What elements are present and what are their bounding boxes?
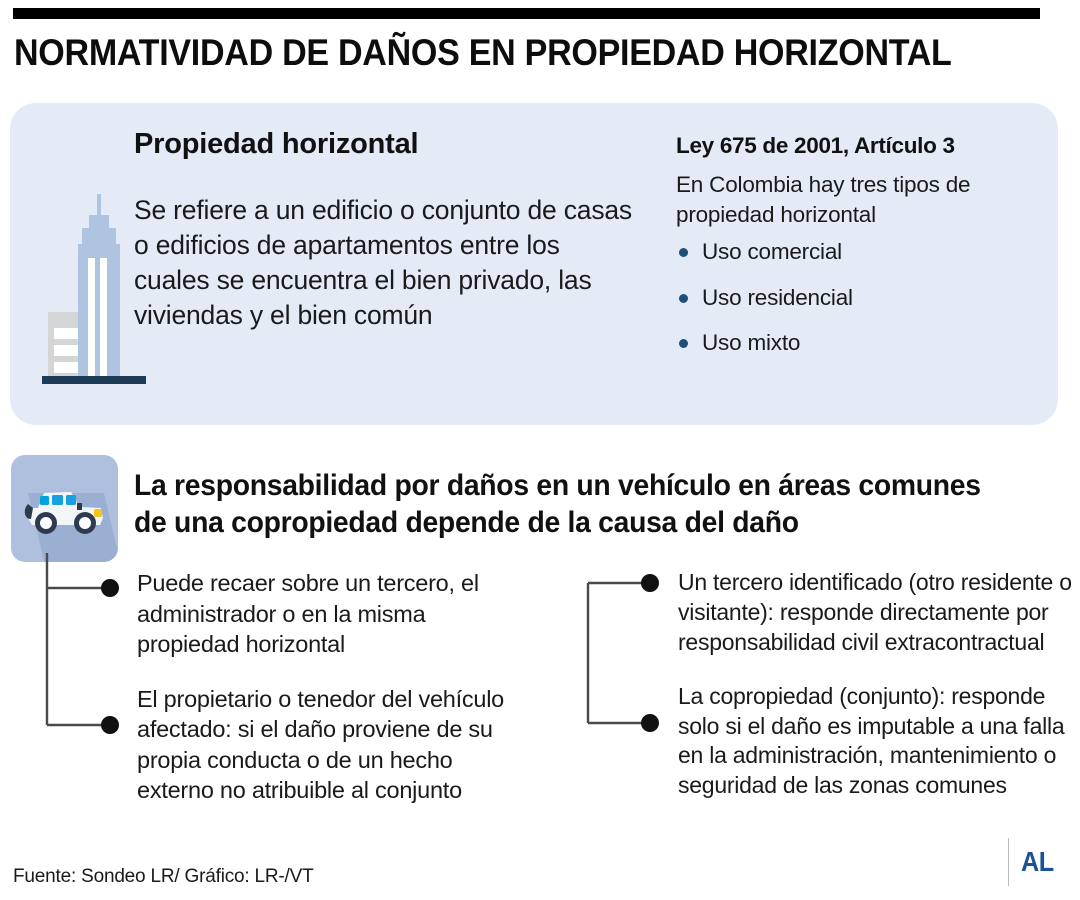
list-item-label: Uso mixto bbox=[702, 330, 801, 356]
bottom-right-column bbox=[678, 568, 1078, 801]
panel-left-column bbox=[134, 128, 634, 333]
panel-left-body: Se refiere a un edificio o conjunto de casas o edificios de apartamentos entre los cuales se encuentra el bien privado, las viviendas y el bien común bbox=[134, 195, 632, 330]
footer-divider bbox=[1008, 838, 1009, 886]
al-logo: AL bbox=[1021, 846, 1054, 877]
bullet-dot-icon bbox=[679, 248, 688, 257]
bottom-left-column bbox=[137, 568, 529, 806]
panel-right-heading: Ley 675 de 2001, Artículo 3 bbox=[676, 133, 955, 158]
bullet-text: Un tercero identificado (otro residente o visitante): responde directamente por responsabilidad civil extracontractual bbox=[678, 569, 1072, 655]
bullet-text: Puede recaer sobre un tercero, el administrador o en la misma propiedad horizontal bbox=[137, 570, 479, 658]
top-rule bbox=[13, 8, 1040, 19]
list-item bbox=[676, 329, 1051, 358]
property-type-list bbox=[676, 238, 1051, 358]
list-item bbox=[676, 238, 1051, 267]
list-item bbox=[676, 284, 1051, 313]
bullet-text: La copropiedad (conjunto): responde solo si el daño es imputable a una falla en la administración, mantenimiento o seguridad de las zonas comunes bbox=[678, 682, 1065, 799]
bullet-text: El propietario o tenedor del vehículo afectado: si el daño proviene de su propia conducta o de un hecho externo no atribuible al conjunto bbox=[137, 685, 504, 804]
panel-right-intro: En Colombia hay tres tipos de propiedad horizontal bbox=[676, 172, 971, 227]
section-heading: La responsabilidad por daños en un vehículo en áreas comunes de una copropiedad depende de la causa del daño bbox=[134, 469, 981, 539]
list-item-label: Uso residencial bbox=[702, 284, 853, 310]
bullet-dot-icon bbox=[679, 294, 688, 303]
panel-left-heading: Propiedad horizontal bbox=[134, 128, 419, 160]
car-icon bbox=[8, 452, 121, 565]
panel-right-column bbox=[676, 133, 1051, 375]
page-title: NORMATIVIDAD DE DAÑOS EN PROPIEDAD HORIZONTAL bbox=[14, 32, 952, 73]
list-item-label: Uso comercial bbox=[702, 238, 842, 264]
source-note: Fuente: Sondeo LR/ Gráfico: LR-/VT bbox=[13, 866, 314, 887]
bullet-dot-icon bbox=[679, 339, 688, 348]
